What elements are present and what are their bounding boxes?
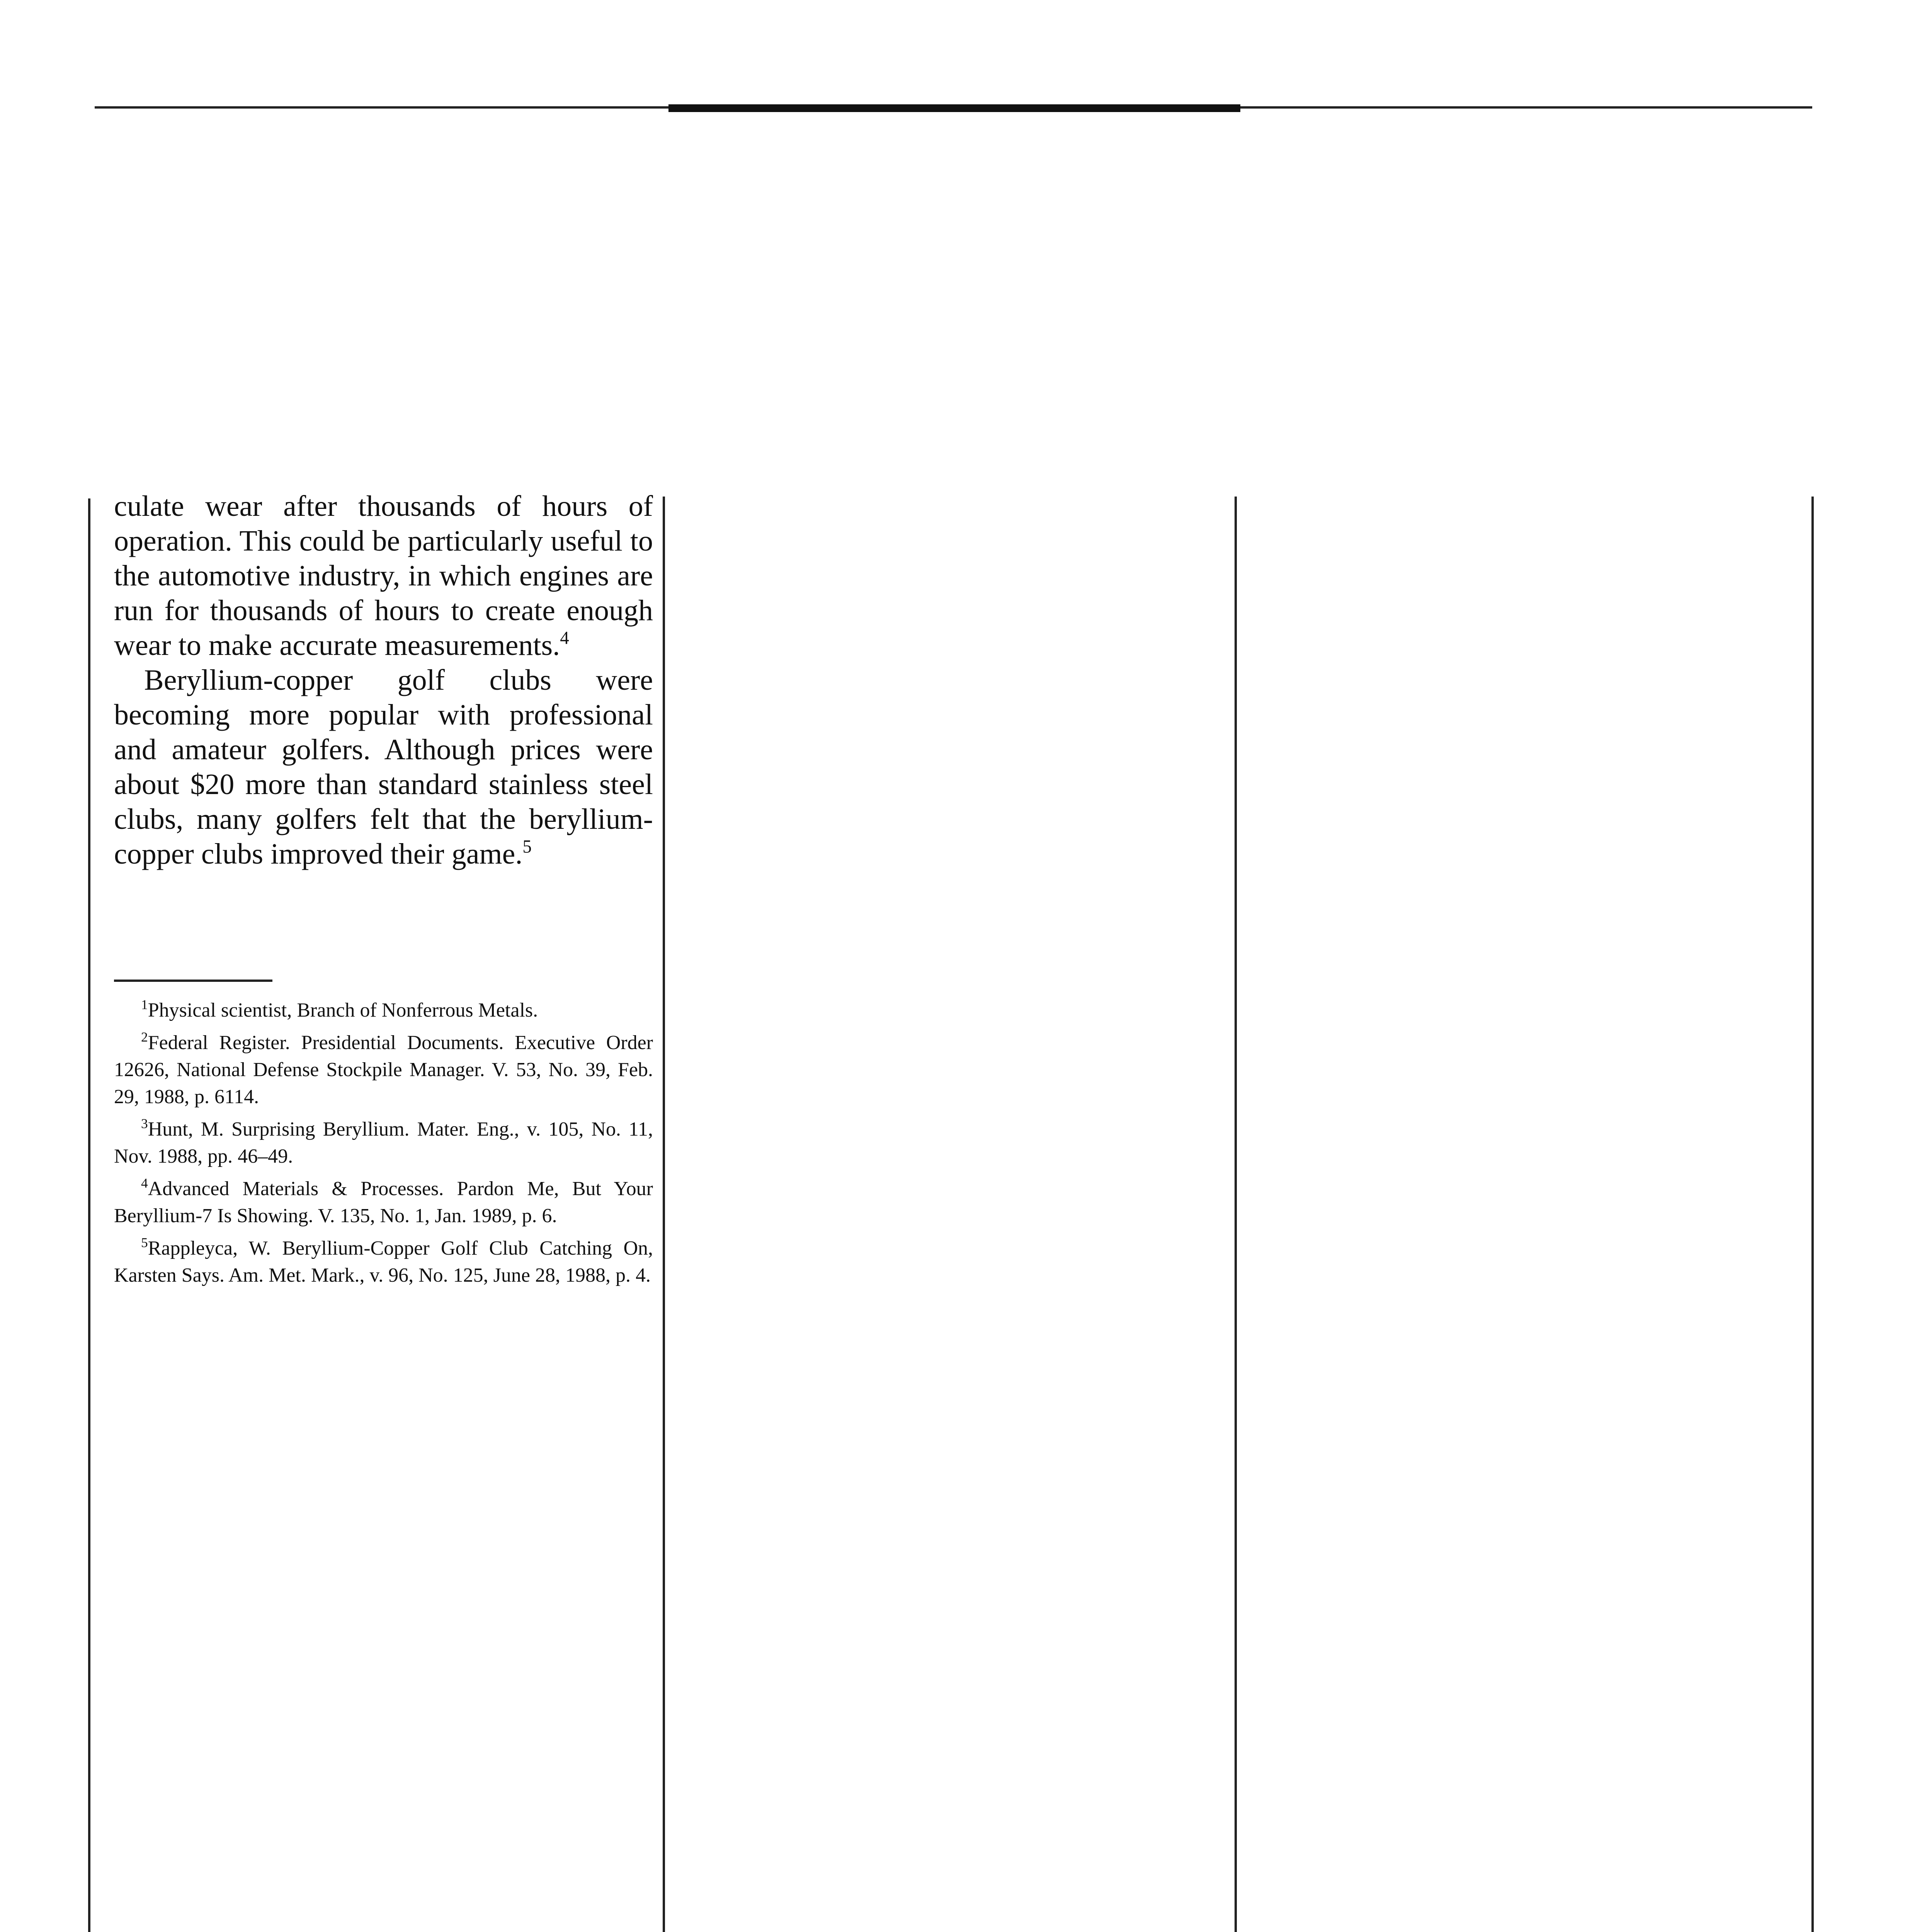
column-rule-1 (88, 498, 90, 1932)
footnote-number: 1 (141, 997, 148, 1012)
footnote-number: 2 (141, 1029, 148, 1045)
body-paragraph-2-text: Beryllium-copper golf clubs were becoming more popular with professional and amateur golfers. Although prices were about $20 more than standard stainless steel clubs, many golfers felt that the beryllium-copper clubs improved their game. (114, 664, 653, 870)
footnote-number: 3 (141, 1116, 148, 1131)
body-paragraph-1-text: culate wear after thousands of hours of operation. This could be particularly useful to the automotive industry, in which engines are run for thousands of hours to create enough wear to make accurate measurements. (114, 490, 653, 662)
footnote-5 (114, 1235, 653, 1289)
column-rule-4 (1811, 497, 1814, 1932)
footnote-ref-4: 4 (560, 628, 569, 648)
footnote-text: Federal Register. Presidential Documents. Executive Order 12626, National Defense Stockpile Manager. V. 53, No. 39, Feb. 29, 1988, p. 6114. (114, 1032, 653, 1108)
footnote-text: Advanced Materials & Processes. Pardon Me, But Your Beryllium-7 Is Showing. V. 135, No. 1, Jan. 1989, p. 6. (114, 1178, 653, 1227)
footnote-text: Physical scientist, Branch of Nonferrous Metals. (148, 999, 538, 1021)
footnote-divider (114, 980, 272, 982)
footnote-1 (114, 997, 653, 1024)
column-rule-3 (1235, 497, 1237, 1932)
footnote-number: 4 (141, 1175, 148, 1191)
footnote-2 (114, 1029, 653, 1111)
footnote-ref-5: 5 (522, 837, 532, 857)
top-rule-accent (668, 104, 1240, 112)
footnote-4 (114, 1175, 653, 1230)
footnote-text: Hunt, M. Surprising Beryllium. Mater. Eng., v. 105, No. 11, Nov. 1988, pp. 46–49. (114, 1118, 653, 1167)
footnote-text: Rappleyca, W. Beryllium-Copper Golf Club Catching On, Karsten Says. Am. Met. Mark., v. 96, No. 125, June 28, 1988, p. 4. (114, 1237, 653, 1286)
footnote-3 (114, 1116, 653, 1170)
column-rule-2 (663, 497, 665, 1932)
body-text (114, 489, 653, 871)
footnotes (114, 997, 653, 1294)
body-paragraph-2 (114, 663, 653, 871)
body-paragraph-1 (114, 489, 653, 663)
footnote-number: 5 (141, 1235, 148, 1250)
